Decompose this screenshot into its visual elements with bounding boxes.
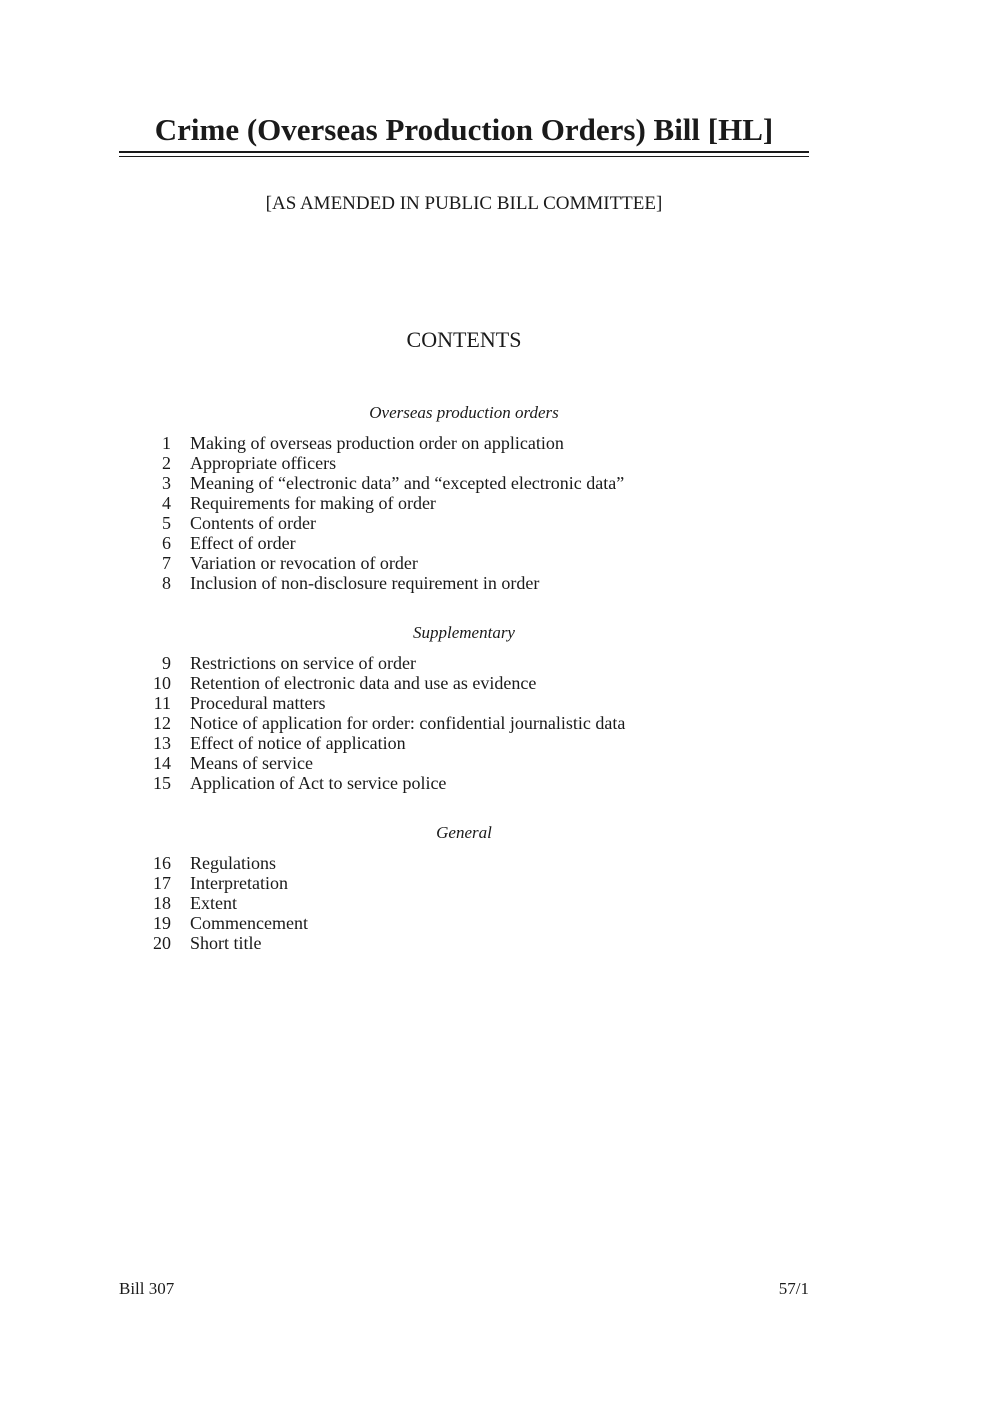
clause-title: Effect of notice of application (190, 733, 406, 753)
clause-number: 14 (153, 753, 171, 773)
contents-item[interactable] (119, 673, 809, 693)
contents-item[interactable] (119, 513, 809, 533)
bill-number: Bill 307 (119, 1279, 175, 1298)
clause-number: 4 (162, 493, 171, 513)
contents-item[interactable] (119, 533, 809, 553)
clause-title: Notice of application for order: confidential journalistic data (190, 713, 626, 733)
clause-number: 2 (162, 453, 171, 473)
clause-title: Short title (190, 933, 262, 953)
section-heading: Overseas production orders (369, 403, 559, 422)
section-supplementary (119, 623, 809, 793)
contents-item[interactable] (119, 493, 809, 513)
page-reference: 57/1 (778, 1279, 809, 1298)
clause-title: Requirements for making of order (190, 493, 436, 513)
contents-item[interactable] (119, 433, 809, 453)
section-overseas-production-orders (119, 403, 809, 593)
clause-title: Extent (190, 893, 237, 913)
contents-item[interactable] (119, 573, 809, 593)
clause-title: Commencement (190, 913, 308, 933)
contents-item[interactable] (119, 653, 809, 673)
title-rule-thick (119, 151, 809, 153)
clause-number: 10 (153, 673, 171, 693)
contents-item[interactable] (119, 553, 809, 573)
clause-number: 16 (153, 853, 171, 873)
contents-item[interactable] (119, 753, 809, 773)
clause-number: 20 (153, 933, 171, 953)
clause-title: Effect of order (190, 533, 296, 553)
clause-title: Application of Act to service police (190, 773, 447, 793)
contents-item[interactable] (119, 853, 809, 873)
clause-title: Restrictions on service of order (190, 653, 416, 673)
clause-title: Inclusion of non-disclosure requirement in order (190, 573, 540, 593)
clause-title: Procedural matters (190, 693, 326, 713)
contents-item[interactable] (119, 713, 809, 733)
contents-item[interactable] (119, 913, 809, 933)
clause-number: 1 (162, 433, 171, 453)
clause-number: 11 (153, 693, 171, 713)
contents-item[interactable] (119, 933, 809, 953)
section-heading: Supplementary (413, 623, 515, 642)
title-rule-thin (119, 156, 809, 157)
clause-number: 8 (162, 573, 171, 593)
clause-number: 19 (153, 913, 171, 933)
clause-number: 5 (162, 513, 171, 533)
clause-number: 12 (153, 713, 171, 733)
contents-item[interactable] (119, 453, 809, 473)
clause-number: 3 (162, 473, 171, 493)
contents-heading: CONTENTS (406, 327, 522, 352)
clause-title: Means of service (190, 753, 313, 773)
clause-number: 15 (153, 773, 171, 793)
clause-number: 13 (153, 733, 171, 753)
clause-number: 9 (162, 653, 171, 673)
section-heading: General (436, 823, 492, 842)
contents-item[interactable] (119, 473, 809, 493)
clause-title: Interpretation (190, 873, 288, 893)
clause-number: 17 (153, 873, 171, 893)
clause-title: Contents of order (190, 513, 316, 533)
contents-item[interactable] (119, 893, 809, 913)
section-general (119, 823, 809, 953)
amendment-status: [AS AMENDED IN PUBLIC BILL COMMITTEE] (265, 193, 663, 214)
clause-number: 18 (153, 893, 171, 913)
clause-title: Regulations (190, 853, 276, 873)
contents-item[interactable] (119, 733, 809, 753)
bill-title: Crime (Overseas Production Orders) Bill [HL] (154, 112, 774, 147)
clause-title: Appropriate officers (190, 453, 337, 473)
clause-number: 7 (162, 553, 171, 573)
clause-number: 6 (162, 533, 171, 553)
clause-title: Variation or revocation of order (190, 553, 418, 573)
contents-item[interactable] (119, 773, 809, 793)
contents-item[interactable] (119, 873, 809, 893)
contents-item[interactable] (119, 693, 809, 713)
clause-title: Retention of electronic data and use as evidence (190, 673, 537, 693)
clause-title: Making of overseas production order on application (190, 433, 564, 453)
clause-title: Meaning of “electronic data” and “excepted electronic data” (190, 473, 625, 493)
